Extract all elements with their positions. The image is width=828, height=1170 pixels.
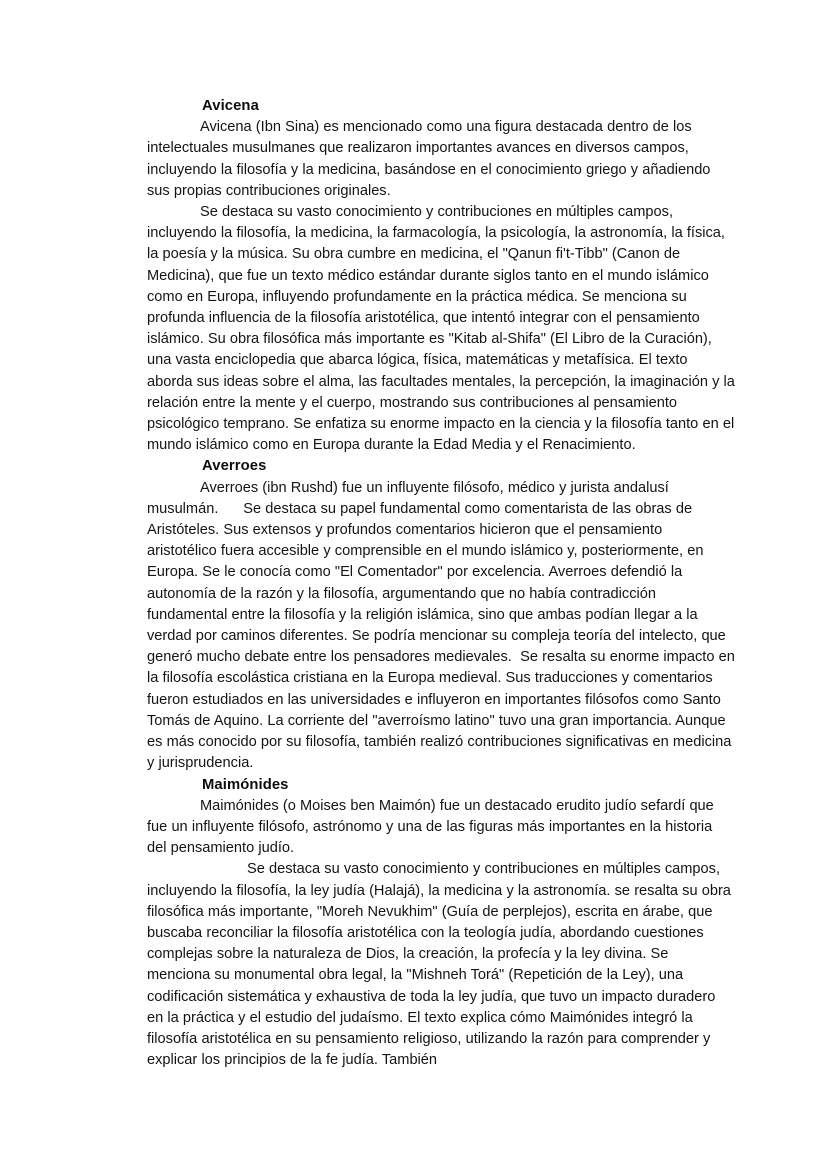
paragraph-maimonides-2: Se destaca su vasto conocimiento y contribuciones en múltiples campos, incluyendo la filosofía, la ley judía (Halajá), la medicina y la astronomía. se resalta su obra filosófica más importante, "Moreh Nevukhim" (Guía de perplejos), escrita en árabe, que buscaba reconciliar la filosofía aristotélica con la teología judía, abordando cuestiones complejas sobre la naturaleza de Dios, la creación, la profecía y la ley divina. Se menciona su monumental obra legal, la "Mishneh Torá" (Repetición de la Ley), una codificación sistemática y exhaustiva de toda la ley judía, que tuvo un impacto duradero en la práctica y el estudio del judaísmo. El texto explica cómo Maimónides integró la filosofía aristotélica en su pensamiento religioso, utilizando la razón para comprender y explicar los principios de la fe judía. También bbox=[147, 861, 736, 1069]
paragraph-averroes-1: Averroes (ibn Rushd) fue un influyente filósofo, médico y jurista andalusí musulmán. Se destaca su papel fundamental como comentarista de las obras de Aristóteles. Sus extensos y profundos comentarios hicieron que el pensamiento aristotélico fuera accesible y comprensible en el mundo islámico y, posteriormente, en Europa. Se le conocía como "El Comentador" por excelencia. Averroes defendió la autonomía de la razón y la filosofía, argumentando que no había contradicción fundamental entre la filosofía y la religión islámica, sino que ambas podían llegar a la verdad por caminos diferentes. Se podría mencionar su compleja teoría del intelecto, que generó mucho debate entre los pensadores medievales. Se resalta su enorme impacto en la filosofía escolástica cristiana en la Europa medieval. Sus traducciones y comentarios fueron estudiados en las universidades e influyeron en importantes filósofos como Santo Tomás de Aquino. La corriente del "averroísmo latino" tuvo una gran importancia. Aunque es más conocido por su filosofía, también realizó contribuciones significativas en medicina y jurisprudencia. bbox=[147, 479, 739, 772]
paragraph-avicena-1: Avicena (Ibn Sina) es mencionado como una figura destacada dentro de los intelectuales musulmanes que realizaron importantes avances en diversos campos, incluyendo la filosofía y la medicina, basándose en el conocimiento griego y añadiendo sus propias contribuciones originales. bbox=[147, 119, 715, 199]
paragraph-avicena-2: Se destaca su vasto conocimiento y contribuciones en múltiples campos, incluyendo la filosofía, la medicina, la farmacología, la psicología, la astronomía, la física, la poesía y la música. Su obra cumbre en medicina, el "Qanun fi't-Tibb" (Canon de Medicina), que fue un texto médico estándar durante siglos tanto en el mundo islámico como en Europa, influyendo profundamente en la práctica médica. Se menciona su profunda influencia de la filosofía aristotélica, que intentó integrar con el pensamiento islámico. Su obra filosófica más importante es "Kitab al-Shifa" (El Libro de la Curación), una vasta enciclopedia que abarca lógica, física, matemáticas y metafísica. El texto aborda sus ideas sobre el alma, las facultades mentales, la percepción, la imaginación y la relación entre la mente y el cuerpo, mostrando sus contribuciones al pensamiento psicológico temprano. Se enfatiza su enorme impacto en la ciencia y la filosofía tanto en el mundo islámico como en Europa durante la Edad Media y el Renacimiento. bbox=[147, 204, 740, 454]
heading-avicena: Avicena bbox=[202, 98, 259, 114]
document-text-body bbox=[147, 96, 740, 1071]
heading-averroes: Averroes bbox=[202, 458, 267, 475]
heading-maimonides: Maimónides bbox=[202, 776, 289, 793]
paragraph-maimonides-1: Maimónides (o Moises ben Maimón) fue un destacado erudito judío sefardí que fue un influyente filósofo, astrónomo y una de las figuras más importantes en la historia del pensamiento judío. bbox=[147, 797, 718, 857]
